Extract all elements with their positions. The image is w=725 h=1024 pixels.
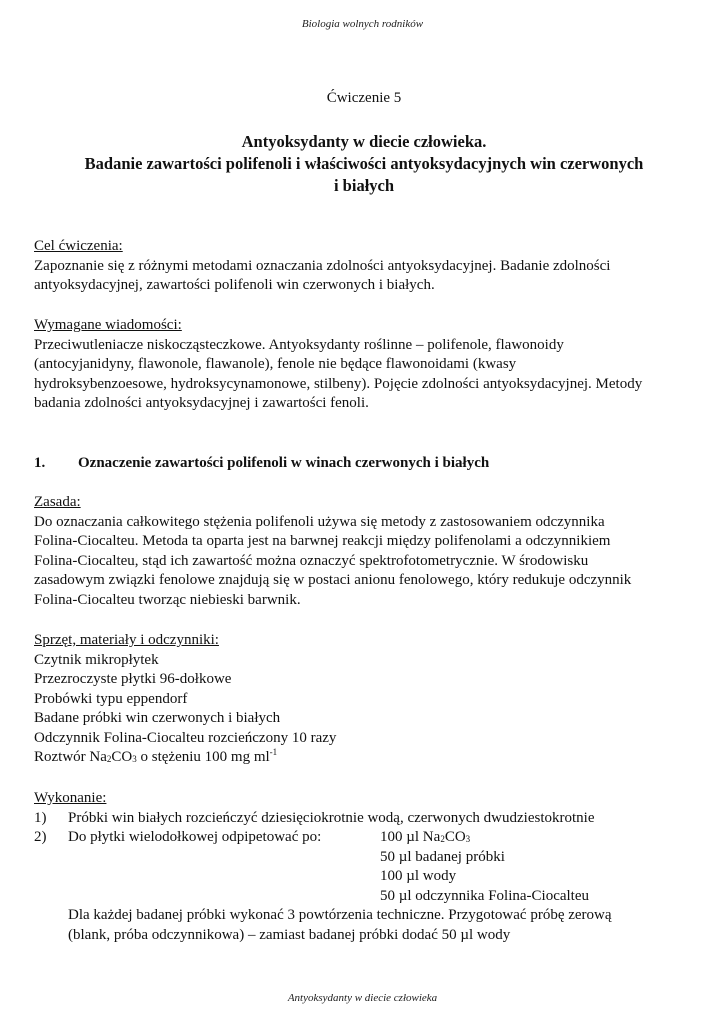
knowledge-text-line: (antocyjanidyny, flawonole, flawanole), fenole nie będące flawonoidami (kwasy xyxy=(34,356,517,372)
principle-text-line: Folina-Ciocalteu. Metoda ta oparta jest na barwnej reakcji między polifenolami a odczynnikiem xyxy=(34,533,611,549)
title-line-1: Antyoksydanty w diecie człowieka. xyxy=(241,132,487,151)
knowledge-text-line: Przeciwutleniacze niskocząsteczkowe. Antyoksydanty roślinne – polifenole, flawonoidy xyxy=(34,336,564,353)
reagent-item: 50 µl badanej próbki xyxy=(380,848,505,865)
materials-item: Roztwór $Na_2CO_3$ o stężeniu 100 mg $ml^{-1}$ xyxy=(34,747,278,765)
materials-item: Probówki typu eppendorf xyxy=(34,690,188,707)
principle-text-line: Do oznaczania całkowitego stężenia polifenoli używa się metody z zastosowaniem odczynnika xyxy=(34,513,605,530)
running-header: Biologia wolnych rodników xyxy=(301,18,424,30)
materials-item: Odczynnik Folina-Ciocalteu rozcieńczony 10 razy xyxy=(34,729,337,746)
section-1-number: 1. xyxy=(34,455,46,471)
step-text: Próbki win białych rozcieńczyć dziesięciokrotnie wodą, czerwonych dwudziestokrotnie xyxy=(68,809,595,826)
section-1-heading xyxy=(34,454,694,474)
knowledge-text-line: badania zdolności antyoksydacyjnej i zawartości fenoli. xyxy=(34,395,369,411)
reagent-item: 50 µl odczynnika Folina-Ciocalteu xyxy=(380,887,590,904)
principle-section xyxy=(34,493,694,610)
reagent-item: 100 µl wody xyxy=(380,868,457,884)
goal-heading: Cel ćwiczenia: xyxy=(34,238,123,254)
title-line-3: i białych xyxy=(333,176,395,195)
knowledge-heading: Wymagane wiadomości: xyxy=(34,317,182,333)
knowledge-text-line: hydroksybenzoesowe, hydroksycynamonowe, stilbeny). Pojęcie zdolności antyoksydacyjnej. Metody xyxy=(34,375,643,392)
materials-heading: Sprzęt, materiały i odczynniki: xyxy=(34,632,219,648)
procedure-heading: Wykonanie: xyxy=(34,790,107,806)
principle-text-line: zasadowym związki fenolowe znajdują się w postaci anionu fenolowego, który redukuje odczynnik xyxy=(34,572,632,588)
procedure-step xyxy=(34,828,694,848)
step-number: 2) xyxy=(34,829,47,845)
step-text: Do płytki wielodołkowej odpipetować po: xyxy=(68,829,322,845)
document-title xyxy=(34,131,694,197)
reagent-item: 100 µl $Na_2CO_3$ xyxy=(380,829,471,845)
materials-item: Czytnik mikropłytek xyxy=(34,651,159,668)
section-1-title: Oznaczenie zawartości polifenoli w winach czerwonych i białych xyxy=(78,455,490,471)
principle-heading: Zasada: xyxy=(34,494,81,510)
procedure-step xyxy=(34,809,694,829)
goal-text-line: antyoksydacyjnej, zawartości polifenoli win czerwonych i białych. xyxy=(34,277,435,293)
step-number: 1) xyxy=(34,809,47,826)
principle-text-line: Folina-Ciocalteu, stąd ich zawartość można oznaczyć spektrofotometrycznie. W środowisku xyxy=(34,552,589,569)
goal-section xyxy=(34,237,694,296)
goal-text-line: Zapoznanie się z różnymi metodami oznaczania zdolności antyoksydacyjnej. Badanie zdolności xyxy=(34,257,611,274)
materials-item: Przezroczyste płytki 96-dołkowe xyxy=(34,671,232,687)
procedure-note-line: (blank, próba odczynnikowa) – zamiast badanej próbki dodać 50 µl wody xyxy=(68,926,511,943)
knowledge-section xyxy=(34,316,694,414)
title-line-2: Badanie zawartości polifenoli i właściwości antyoksydacyjnych win czerwonych xyxy=(84,154,644,173)
procedure-note-line: Dla każdej badanej próbki wykonać 3 powtórzenia techniczne. Przygotować próbę zerową xyxy=(68,907,612,923)
exercise-number: Ćwiczenie 5 xyxy=(326,90,402,106)
materials-item: Badane próbki win czerwonych i białych xyxy=(34,710,281,726)
principle-text-line: Folina-Ciocalteu tworząc niebieski barwnik. xyxy=(34,591,301,608)
running-footer: Antyoksydanty w diecie człowieka xyxy=(287,992,438,1004)
materials-section xyxy=(34,631,694,768)
procedure-section xyxy=(34,789,694,945)
